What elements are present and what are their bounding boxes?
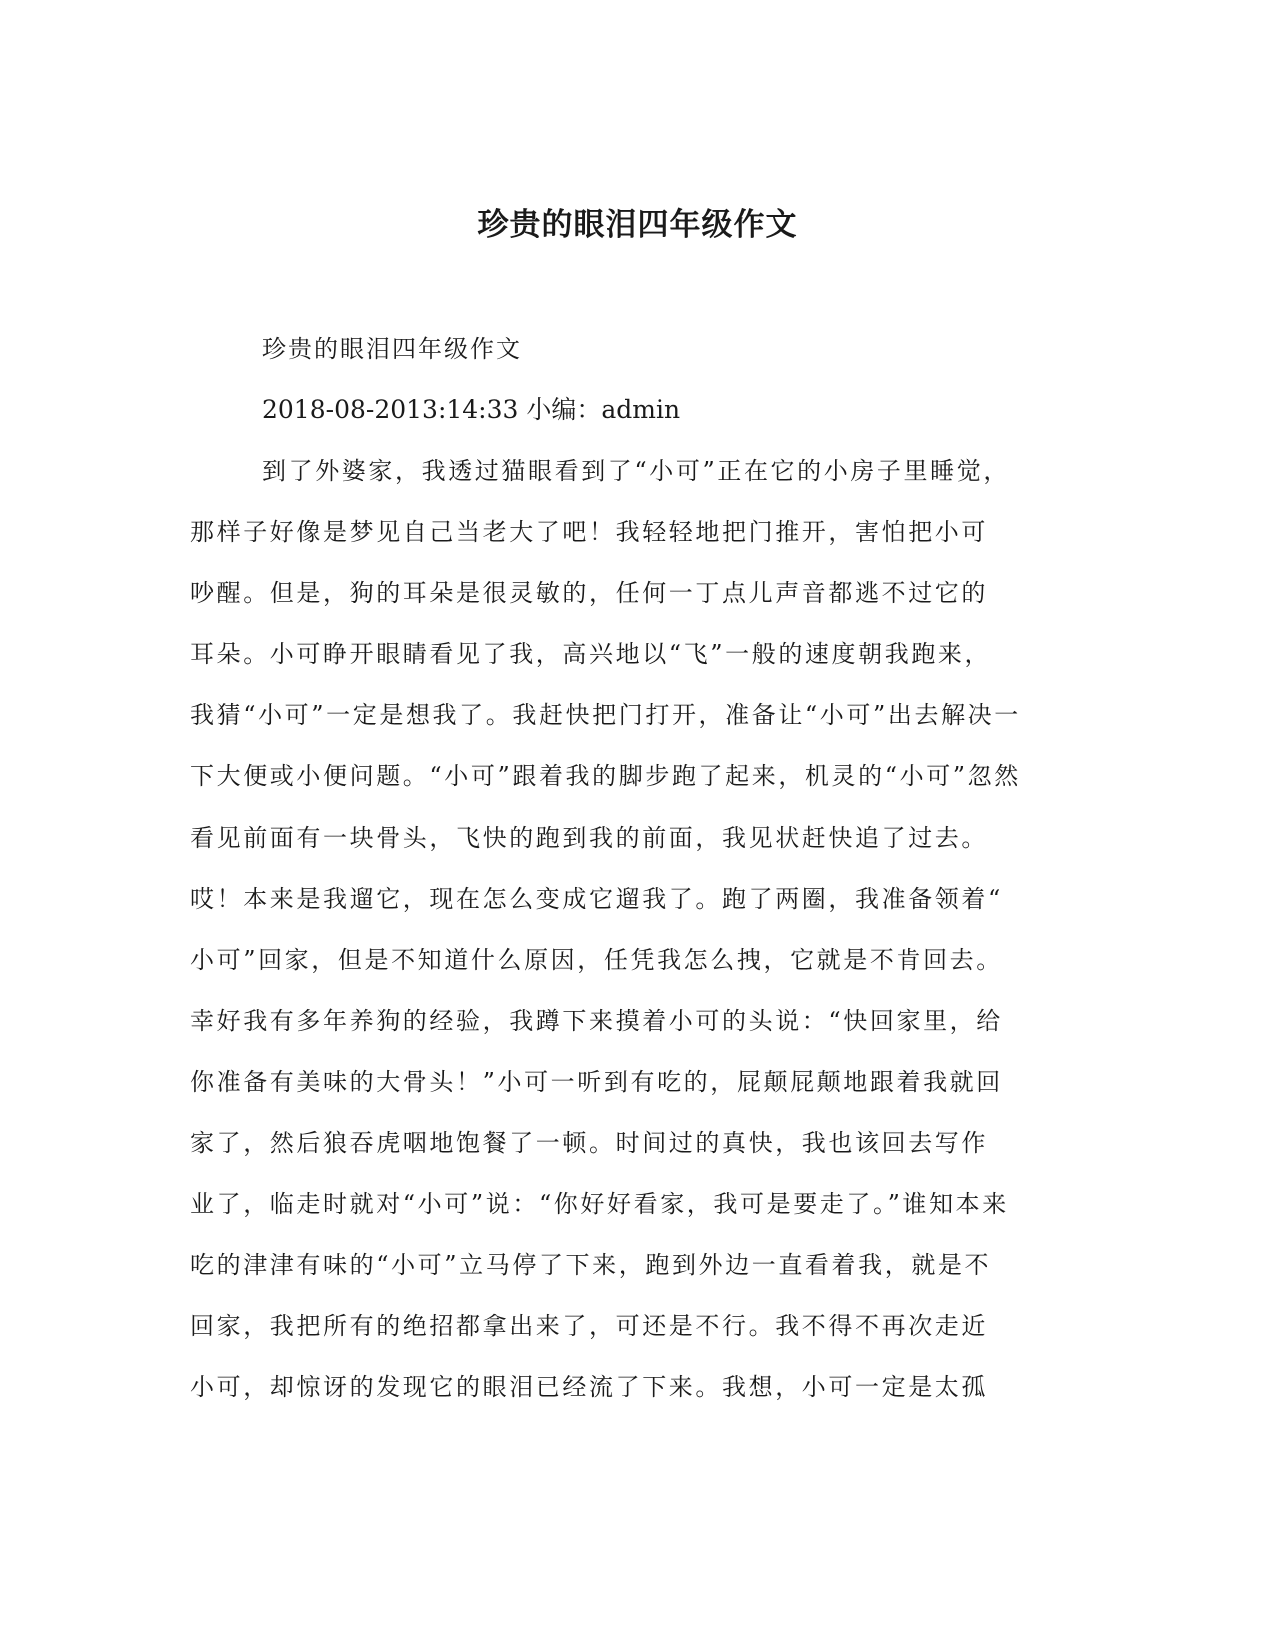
body-line: 小可，却惊讶的发现它的眼泪已经流了下来。我想，小可一定是太孤: [190, 1373, 988, 1402]
body-line: 到了外婆家，我透过猫眼看到了“小可”正在它的小房子里睡觉，: [262, 457, 1010, 485]
document-subtitle: 珍贵的眼泪四年级作文: [262, 335, 522, 363]
body-line: 耳朵。小可睁开眼睛看见了我，高兴地以“飞”一般的速度朝我跑来，: [190, 640, 992, 669]
body-line: 幸好我有多年养狗的经验，我蹲下来摸着小可的头说：“快回家里，给: [190, 1006, 1003, 1035]
body-line: 我猜“小可”一定是想我了。我赶快把门打开，准备让“小可”出去解决一: [190, 701, 1021, 730]
body-line: 吃的津津有味的“小可”立马停了下来，跑到外边一直看着我，就是不: [190, 1251, 992, 1280]
document-meta: 2018-08-2013:14:33 小编：admin: [262, 395, 681, 424]
body-line: 哎！本来是我遛它，现在怎么变成它遛我了。跑了两圈，我准备领着“: [190, 884, 1003, 913]
body-line: 下大便或小便问题。“小可”跟着我的脚步跑了起来，机灵的“小可”忽然: [190, 762, 1021, 791]
body-line: 小可”回家，但是不知道什么原因，任凭我怎么拽，它就是不肯回去。: [190, 945, 1003, 974]
body-line: 家了，然后狼吞虎咽地饱餐了一顿。时间过的真快，我也该回去写作: [190, 1129, 988, 1158]
body-line: 吵醒。但是，狗的耳朵是很灵敏的，任何一丁点儿声音都逃不过它的: [190, 579, 988, 608]
body-text: [190, 453, 1090, 1431]
body-line: 看见前面有一块骨头，飞快的跑到我的前面，我见状赶快追了过去。: [190, 823, 988, 852]
body-line: 业了，临走时就对“小可”说：“你好好看家，我可是要走了。”谁知本来: [190, 1190, 1009, 1219]
document-title: 珍贵的眼泪四年级作文: [477, 207, 798, 243]
body-line: 那样子好像是梦见自己当老大了吧！我轻轻地把门推开，害怕把小可: [190, 518, 988, 547]
body-line: 回家，我把所有的绝招都拿出来了，可还是不行。我不得不再次走近: [190, 1312, 988, 1341]
body-line: 你准备有美味的大骨头！”小可一听到有吃的，屁颠屁颠地跟着我就回: [190, 1067, 1003, 1096]
